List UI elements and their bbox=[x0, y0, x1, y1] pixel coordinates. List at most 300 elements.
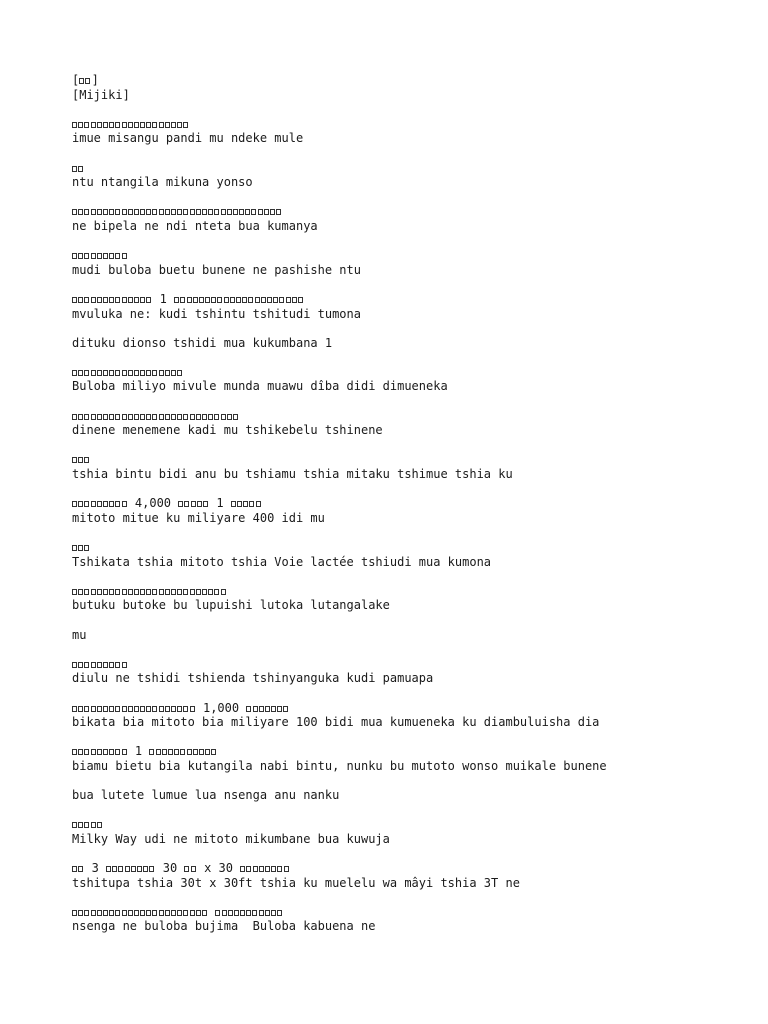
missing-glyph-icon bbox=[253, 706, 258, 712]
missing-glyph-icon bbox=[146, 706, 151, 712]
missing-glyph-icon bbox=[240, 910, 245, 916]
missing-glyph-icon bbox=[237, 501, 242, 507]
missing-glyph-icon bbox=[112, 866, 117, 872]
glyph-line bbox=[72, 540, 752, 555]
missing-glyph-icon bbox=[171, 706, 176, 712]
missing-glyph-icon bbox=[279, 297, 284, 303]
missing-glyph-icon bbox=[208, 414, 213, 420]
missing-glyph-icon bbox=[177, 589, 182, 595]
missing-glyph-icon bbox=[91, 501, 96, 507]
missing-glyph-icon bbox=[72, 589, 77, 595]
missing-glyph-icon bbox=[165, 910, 170, 916]
missing-glyph-icon bbox=[115, 706, 120, 712]
missing-glyph-icon bbox=[128, 910, 133, 916]
missing-glyph-icon bbox=[165, 414, 170, 420]
missing-glyph-icon bbox=[152, 414, 157, 420]
missing-glyph-icon bbox=[137, 866, 142, 872]
missing-glyph-icon bbox=[196, 589, 201, 595]
missing-glyph-icon bbox=[193, 749, 198, 755]
missing-glyph-icon bbox=[267, 297, 272, 303]
missing-glyph-icon bbox=[131, 866, 136, 872]
missing-glyph-icon bbox=[270, 209, 275, 215]
missing-glyph-icon bbox=[128, 414, 133, 420]
missing-glyph-icon bbox=[184, 501, 189, 507]
missing-glyph-icon bbox=[214, 209, 219, 215]
missing-glyph-icon bbox=[183, 589, 188, 595]
missing-glyph-icon bbox=[146, 122, 151, 128]
missing-glyph-icon bbox=[233, 209, 238, 215]
text-line: biamu bietu bia kutangila nabi bintu, nunku bu mutoto wonso muikale bunene bbox=[72, 758, 607, 773]
missing-glyph-icon bbox=[159, 370, 164, 376]
text-line: mu bbox=[72, 627, 87, 642]
missing-glyph-icon bbox=[177, 370, 182, 376]
missing-glyph-icon bbox=[97, 749, 102, 755]
missing-glyph-icon bbox=[205, 297, 210, 303]
inline-text: 1 bbox=[209, 496, 231, 511]
missing-glyph-icon bbox=[134, 589, 139, 595]
text-line: tshia bintu bidi anu bu tshiamu tshia mitaku tshimue tshia ku bbox=[72, 467, 513, 482]
missing-glyph-icon bbox=[122, 414, 127, 420]
missing-glyph-icon bbox=[103, 370, 108, 376]
missing-glyph-icon bbox=[79, 78, 84, 84]
missing-glyph-icon bbox=[159, 209, 164, 215]
missing-glyph-icon bbox=[115, 501, 120, 507]
missing-glyph-icon bbox=[72, 662, 77, 668]
missing-glyph-icon bbox=[84, 749, 89, 755]
missing-glyph-icon bbox=[205, 749, 210, 755]
missing-glyph-icon bbox=[159, 589, 164, 595]
missing-glyph-icon bbox=[97, 822, 102, 828]
missing-glyph-icon bbox=[78, 414, 83, 420]
text-line: mudi buloba buetu bunene ne pashishe ntu bbox=[72, 262, 361, 277]
missing-glyph-icon bbox=[72, 910, 77, 916]
missing-glyph-icon bbox=[91, 414, 96, 420]
missing-glyph-icon bbox=[187, 749, 192, 755]
missing-glyph-icon bbox=[91, 749, 96, 755]
missing-glyph-icon bbox=[91, 370, 96, 376]
missing-glyph-icon bbox=[146, 414, 151, 420]
missing-glyph-icon bbox=[190, 706, 195, 712]
missing-glyph-icon bbox=[190, 910, 195, 916]
missing-glyph-icon bbox=[243, 501, 248, 507]
missing-glyph-icon bbox=[183, 209, 188, 215]
missing-glyph-icon bbox=[159, 706, 164, 712]
missing-glyph-icon bbox=[134, 910, 139, 916]
missing-glyph-icon bbox=[122, 662, 127, 668]
missing-glyph-icon bbox=[91, 297, 96, 303]
missing-glyph-icon bbox=[78, 122, 83, 128]
missing-glyph-icon bbox=[202, 589, 207, 595]
glyph-line bbox=[72, 861, 752, 876]
missing-glyph-icon bbox=[91, 122, 96, 128]
missing-glyph-icon bbox=[165, 370, 170, 376]
missing-glyph-icon bbox=[122, 589, 127, 595]
text-line: diulu ne tshidi tshienda tshinyanguka kudi pamuapa bbox=[72, 671, 434, 686]
missing-glyph-icon bbox=[78, 589, 83, 595]
missing-glyph-icon bbox=[277, 910, 282, 916]
missing-glyph-icon bbox=[152, 706, 157, 712]
missing-glyph-icon bbox=[191, 866, 196, 872]
missing-glyph-icon bbox=[248, 297, 253, 303]
missing-glyph-icon bbox=[242, 297, 247, 303]
missing-glyph-icon bbox=[264, 209, 269, 215]
missing-glyph-icon bbox=[261, 297, 266, 303]
missing-glyph-icon bbox=[259, 866, 264, 872]
missing-glyph-icon bbox=[180, 749, 185, 755]
blank-line bbox=[72, 846, 752, 861]
blank-line bbox=[72, 482, 752, 497]
missing-glyph-icon bbox=[174, 297, 179, 303]
missing-glyph-icon bbox=[217, 297, 222, 303]
missing-glyph-icon bbox=[214, 414, 219, 420]
blank-line bbox=[72, 234, 752, 249]
missing-glyph-icon bbox=[122, 122, 127, 128]
missing-glyph-icon bbox=[190, 589, 195, 595]
missing-glyph-icon bbox=[115, 122, 120, 128]
text-line: [Mijiki] bbox=[72, 87, 130, 102]
missing-glyph-icon bbox=[91, 209, 96, 215]
text-line: mvuluka ne: kudi tshintu tshitudi tumona bbox=[72, 306, 361, 321]
missing-glyph-icon bbox=[221, 414, 226, 420]
blank-line bbox=[72, 350, 752, 365]
missing-glyph-icon bbox=[134, 209, 139, 215]
missing-glyph-icon bbox=[122, 910, 127, 916]
inline-text: [ bbox=[72, 73, 80, 87]
missing-glyph-icon bbox=[72, 297, 77, 303]
missing-glyph-icon bbox=[128, 370, 133, 376]
missing-glyph-icon bbox=[72, 457, 77, 463]
glyph-line bbox=[72, 73, 752, 88]
missing-glyph-icon bbox=[211, 749, 216, 755]
missing-glyph-icon bbox=[165, 589, 170, 595]
missing-glyph-icon bbox=[115, 589, 120, 595]
text-line: tshitupa tshia 30t x 30ft tshia ku muelelu wa mâyi tshia 3T ne bbox=[72, 875, 520, 890]
missing-glyph-icon bbox=[215, 910, 220, 916]
blank-line bbox=[72, 642, 752, 657]
text-line: mitoto mitue ku miliyare 400 idi mu bbox=[72, 510, 325, 525]
missing-glyph-icon bbox=[128, 122, 133, 128]
glyph-line bbox=[72, 817, 752, 832]
missing-glyph-icon bbox=[91, 706, 96, 712]
missing-glyph-icon bbox=[97, 370, 102, 376]
missing-glyph-icon bbox=[84, 501, 89, 507]
missing-glyph-icon bbox=[277, 706, 282, 712]
missing-glyph-icon bbox=[134, 414, 139, 420]
missing-glyph-icon bbox=[277, 866, 282, 872]
missing-glyph-icon bbox=[103, 297, 108, 303]
missing-glyph-icon bbox=[109, 589, 114, 595]
missing-glyph-icon bbox=[214, 589, 219, 595]
missing-glyph-icon bbox=[152, 209, 157, 215]
missing-glyph-icon bbox=[122, 253, 127, 259]
missing-glyph-icon bbox=[171, 589, 176, 595]
missing-glyph-icon bbox=[109, 253, 114, 259]
missing-glyph-icon bbox=[84, 457, 89, 463]
missing-glyph-icon bbox=[284, 866, 289, 872]
missing-glyph-icon bbox=[115, 297, 120, 303]
missing-glyph-icon bbox=[72, 501, 77, 507]
text-line: dituku dionso tshidi mua kukumbana 1 bbox=[72, 335, 333, 350]
missing-glyph-icon bbox=[140, 589, 145, 595]
missing-glyph-icon bbox=[109, 910, 114, 916]
missing-glyph-icon bbox=[115, 910, 120, 916]
missing-glyph-icon bbox=[103, 414, 108, 420]
missing-glyph-icon bbox=[251, 209, 256, 215]
missing-glyph-icon bbox=[258, 209, 263, 215]
missing-glyph-icon bbox=[203, 501, 208, 507]
missing-glyph-icon bbox=[259, 706, 264, 712]
missing-glyph-icon bbox=[183, 122, 188, 128]
missing-glyph-icon bbox=[134, 122, 139, 128]
missing-glyph-icon bbox=[146, 297, 151, 303]
blank-line bbox=[72, 438, 752, 453]
missing-glyph-icon bbox=[72, 822, 77, 828]
missing-glyph-icon bbox=[122, 749, 127, 755]
missing-glyph-icon bbox=[91, 662, 96, 668]
missing-glyph-icon bbox=[84, 589, 89, 595]
missing-glyph-icon bbox=[103, 253, 108, 259]
missing-glyph-icon bbox=[128, 589, 133, 595]
missing-glyph-icon bbox=[231, 501, 236, 507]
missing-glyph-icon bbox=[109, 209, 114, 215]
text-line: Tshikata tshia mitoto tshia Voie lactée tshiudi mua kumona bbox=[72, 554, 492, 569]
text-line: imue misangu pandi mu ndeke mule bbox=[72, 131, 304, 146]
inline-text: ] bbox=[91, 73, 99, 87]
missing-glyph-icon bbox=[134, 297, 139, 303]
missing-glyph-icon bbox=[97, 662, 102, 668]
missing-glyph-icon bbox=[171, 910, 176, 916]
missing-glyph-icon bbox=[109, 370, 114, 376]
blank-line bbox=[72, 394, 752, 409]
missing-glyph-icon bbox=[106, 866, 111, 872]
missing-glyph-icon bbox=[84, 209, 89, 215]
missing-glyph-icon bbox=[78, 910, 83, 916]
missing-glyph-icon bbox=[115, 662, 120, 668]
missing-glyph-icon bbox=[252, 910, 257, 916]
glyph-line bbox=[72, 657, 752, 672]
missing-glyph-icon bbox=[97, 910, 102, 916]
missing-glyph-icon bbox=[177, 209, 182, 215]
missing-glyph-icon bbox=[222, 910, 227, 916]
missing-glyph-icon bbox=[199, 297, 204, 303]
missing-glyph-icon bbox=[146, 209, 151, 215]
missing-glyph-icon bbox=[246, 706, 251, 712]
missing-glyph-icon bbox=[84, 545, 89, 551]
missing-glyph-icon bbox=[165, 706, 170, 712]
missing-glyph-icon bbox=[177, 910, 182, 916]
missing-glyph-icon bbox=[103, 749, 108, 755]
blank-line bbox=[72, 321, 752, 336]
blank-line bbox=[72, 569, 752, 584]
missing-glyph-icon bbox=[187, 297, 192, 303]
missing-glyph-icon bbox=[228, 910, 233, 916]
blank-line bbox=[72, 102, 752, 117]
missing-glyph-icon bbox=[197, 501, 202, 507]
text-line: dinene menemene kadi mu tshikebelu tshinene bbox=[72, 423, 383, 438]
missing-glyph-icon bbox=[236, 297, 241, 303]
blank-line bbox=[72, 890, 752, 905]
missing-glyph-icon bbox=[165, 122, 170, 128]
missing-glyph-icon bbox=[190, 414, 195, 420]
missing-glyph-icon bbox=[208, 209, 213, 215]
blank-line bbox=[72, 146, 752, 161]
inline-text: 30 bbox=[155, 861, 185, 876]
missing-glyph-icon bbox=[152, 589, 157, 595]
missing-glyph-icon bbox=[103, 122, 108, 128]
missing-glyph-icon bbox=[211, 297, 216, 303]
blank-line bbox=[72, 774, 752, 789]
missing-glyph-icon bbox=[72, 866, 77, 872]
missing-glyph-icon bbox=[221, 589, 226, 595]
missing-glyph-icon bbox=[171, 370, 176, 376]
missing-glyph-icon bbox=[239, 209, 244, 215]
missing-glyph-icon bbox=[78, 501, 83, 507]
inline-text: 3 bbox=[84, 861, 107, 876]
missing-glyph-icon bbox=[78, 457, 83, 463]
missing-glyph-icon bbox=[103, 706, 108, 712]
inline-text: 1 bbox=[152, 291, 175, 306]
missing-glyph-icon bbox=[152, 910, 157, 916]
missing-glyph-icon bbox=[265, 706, 270, 712]
missing-glyph-icon bbox=[97, 501, 102, 507]
inline-text: 1,000 bbox=[195, 700, 247, 715]
missing-glyph-icon bbox=[178, 501, 183, 507]
missing-glyph-icon bbox=[146, 910, 151, 916]
missing-glyph-icon bbox=[298, 297, 303, 303]
missing-glyph-icon bbox=[227, 414, 232, 420]
missing-glyph-icon bbox=[134, 370, 139, 376]
missing-glyph-icon bbox=[125, 866, 130, 872]
glyph-line bbox=[72, 292, 752, 307]
missing-glyph-icon bbox=[259, 910, 264, 916]
glyph-line bbox=[72, 248, 752, 263]
missing-glyph-icon bbox=[78, 545, 83, 551]
text-line: ne bipela ne ndi nteta bua kumanya bbox=[72, 218, 318, 233]
missing-glyph-icon bbox=[255, 297, 260, 303]
missing-glyph-icon bbox=[171, 414, 176, 420]
missing-glyph-icon bbox=[103, 662, 108, 668]
missing-glyph-icon bbox=[122, 370, 127, 376]
missing-glyph-icon bbox=[97, 122, 102, 128]
missing-glyph-icon bbox=[72, 370, 77, 376]
missing-glyph-icon bbox=[171, 209, 176, 215]
missing-glyph-icon bbox=[115, 209, 120, 215]
missing-glyph-icon bbox=[196, 414, 201, 420]
missing-glyph-icon bbox=[143, 866, 148, 872]
glyph-line bbox=[72, 905, 752, 920]
text-line: Milky Way udi ne mitoto mikumbane bua kuwuja bbox=[72, 831, 390, 846]
missing-glyph-icon bbox=[177, 706, 182, 712]
missing-glyph-icon bbox=[109, 297, 114, 303]
missing-glyph-icon bbox=[183, 414, 188, 420]
blank-line bbox=[72, 277, 752, 292]
missing-glyph-icon bbox=[84, 297, 89, 303]
inline-text: 4,000 bbox=[127, 496, 179, 511]
missing-glyph-icon bbox=[84, 662, 89, 668]
missing-glyph-icon bbox=[245, 209, 250, 215]
missing-glyph-icon bbox=[128, 706, 133, 712]
missing-glyph-icon bbox=[283, 706, 288, 712]
missing-glyph-icon bbox=[146, 370, 151, 376]
missing-glyph-icon bbox=[122, 209, 127, 215]
missing-glyph-icon bbox=[84, 122, 89, 128]
missing-glyph-icon bbox=[122, 297, 127, 303]
missing-glyph-icon bbox=[174, 749, 179, 755]
missing-glyph-icon bbox=[91, 253, 96, 259]
missing-glyph-icon bbox=[221, 209, 226, 215]
missing-glyph-icon bbox=[233, 414, 238, 420]
missing-glyph-icon bbox=[276, 209, 281, 215]
missing-glyph-icon bbox=[271, 910, 276, 916]
missing-glyph-icon bbox=[84, 910, 89, 916]
missing-glyph-icon bbox=[265, 866, 270, 872]
document-page bbox=[72, 73, 752, 934]
missing-glyph-icon bbox=[140, 414, 145, 420]
missing-glyph-icon bbox=[230, 297, 235, 303]
missing-glyph-icon bbox=[134, 706, 139, 712]
missing-glyph-icon bbox=[292, 297, 297, 303]
missing-glyph-icon bbox=[72, 122, 77, 128]
missing-glyph-icon bbox=[140, 122, 145, 128]
missing-glyph-icon bbox=[183, 706, 188, 712]
missing-glyph-icon bbox=[140, 706, 145, 712]
missing-glyph-icon bbox=[85, 78, 90, 84]
missing-glyph-icon bbox=[202, 910, 207, 916]
missing-glyph-icon bbox=[171, 122, 176, 128]
missing-glyph-icon bbox=[78, 166, 83, 172]
missing-glyph-icon bbox=[84, 706, 89, 712]
missing-glyph-icon bbox=[159, 414, 164, 420]
missing-glyph-icon bbox=[156, 749, 161, 755]
missing-glyph-icon bbox=[184, 866, 189, 872]
inline-text: 1 bbox=[127, 744, 150, 759]
missing-glyph-icon bbox=[246, 910, 251, 916]
missing-glyph-icon bbox=[180, 297, 185, 303]
missing-glyph-icon bbox=[109, 662, 114, 668]
missing-glyph-icon bbox=[224, 297, 229, 303]
glyph-line bbox=[72, 584, 752, 599]
missing-glyph-icon bbox=[91, 822, 96, 828]
missing-glyph-icon bbox=[97, 297, 102, 303]
missing-glyph-icon bbox=[177, 414, 182, 420]
missing-glyph-icon bbox=[168, 749, 173, 755]
missing-glyph-icon bbox=[249, 501, 254, 507]
missing-glyph-icon bbox=[109, 122, 114, 128]
missing-glyph-icon bbox=[271, 706, 276, 712]
missing-glyph-icon bbox=[265, 910, 270, 916]
missing-glyph-icon bbox=[253, 866, 258, 872]
missing-glyph-icon bbox=[122, 501, 127, 507]
missing-glyph-icon bbox=[202, 209, 207, 215]
missing-glyph-icon bbox=[202, 414, 207, 420]
missing-glyph-icon bbox=[103, 910, 108, 916]
glyph-line bbox=[72, 452, 752, 467]
missing-glyph-icon bbox=[246, 866, 251, 872]
missing-glyph-icon bbox=[165, 209, 170, 215]
missing-glyph-icon bbox=[199, 749, 204, 755]
missing-glyph-icon bbox=[72, 209, 77, 215]
missing-glyph-icon bbox=[122, 706, 127, 712]
missing-glyph-icon bbox=[72, 706, 77, 712]
missing-glyph-icon bbox=[149, 749, 154, 755]
missing-glyph-icon bbox=[140, 370, 145, 376]
missing-glyph-icon bbox=[193, 297, 198, 303]
missing-glyph-icon bbox=[208, 589, 213, 595]
blank-line bbox=[72, 686, 752, 701]
missing-glyph-icon bbox=[72, 253, 77, 259]
missing-glyph-icon bbox=[196, 209, 201, 215]
text-line: Buloba miliyo mivule munda muawu dîba didi dimueneka bbox=[72, 379, 448, 394]
